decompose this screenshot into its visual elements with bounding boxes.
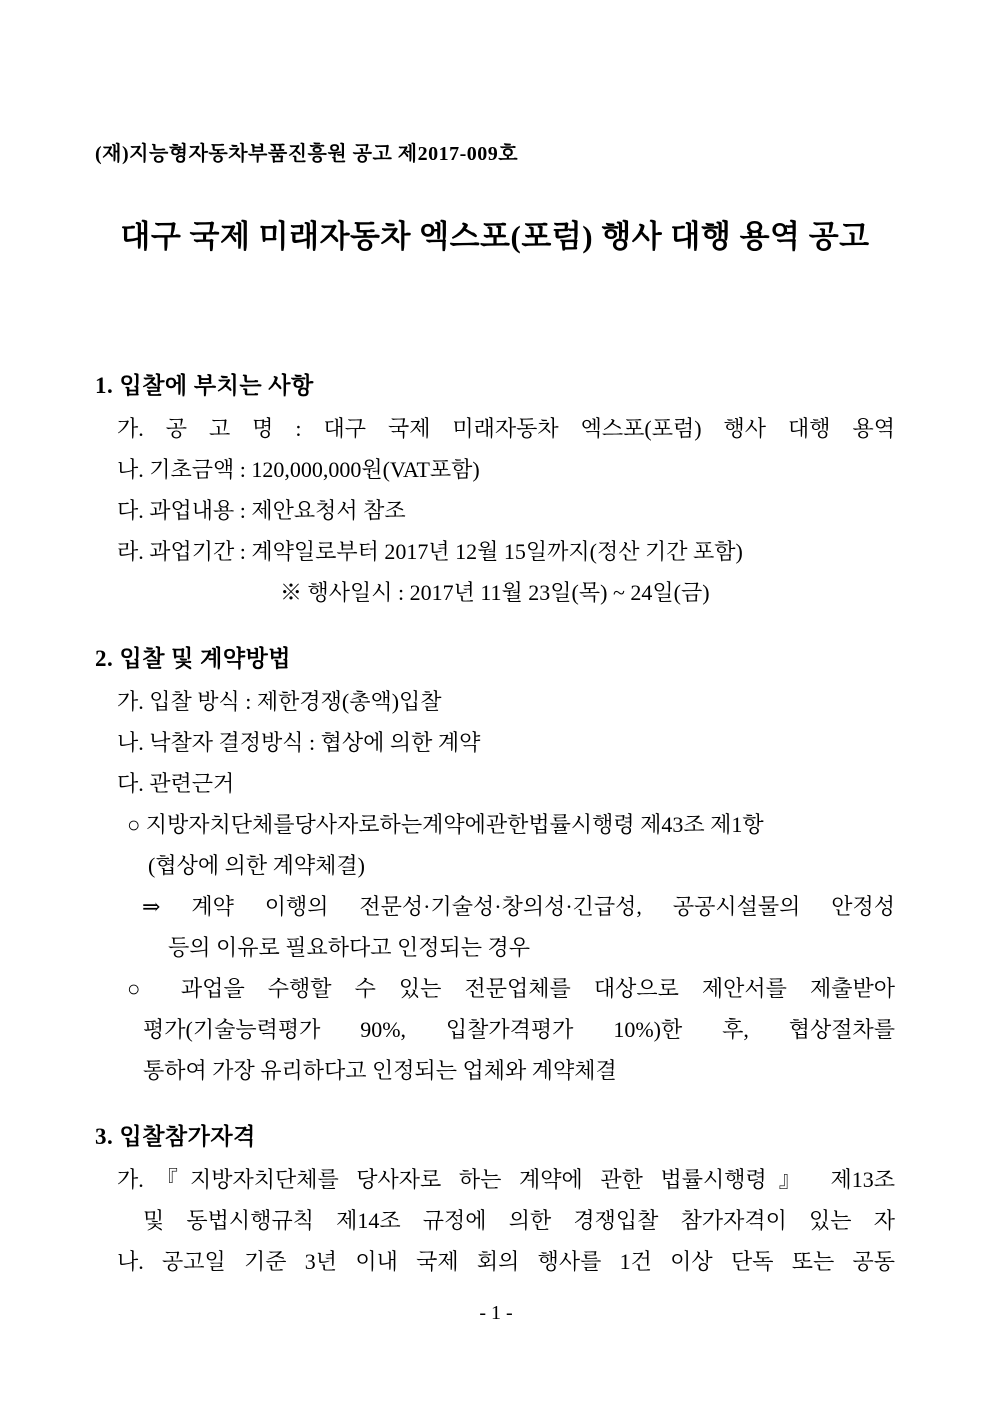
item-event-date: ※ 행사일시 : 2017년 11월 23일(목) ~ 24일(금) <box>280 580 710 605</box>
item-proposal-eval: ○ 과업을 수행할 수 있는 전문업체를 대상으로 제안서를 제출받아 <box>127 976 895 1001</box>
document-title: 대구 국제 미래자동차 엑스포(포럼) 행사 대행 용역 공고 <box>120 219 870 254</box>
section-heading: 1. 입찰에 부치는 사항 <box>95 373 314 398</box>
item-experience-requirement: 나. 공고일 기준 3년 이내 국제 회의 행사를 1건 이상 단독 또는 공동 <box>117 1249 895 1274</box>
section-heading: 2. 입찰 및 계약방법 <box>95 646 292 671</box>
item-related-basis: 다. 관련근거 <box>117 771 235 796</box>
section-bid-contract-method <box>95 636 895 1091</box>
item-bid-method: 가. 입찰 방식 : 제한경쟁(총액)입찰 <box>117 689 442 714</box>
notice-number: (재)지능형자동차부품진흥원 공고 제2017-009호 <box>95 143 519 165</box>
item-base-amount: 나. 기초금액 : 120,000,000원(VAT포함) <box>117 457 480 482</box>
item-notice-name: 가. 공 고 명 : 대구 국제 미래자동차 엑스포(포럼) 행사 대행 용역 <box>117 416 895 441</box>
section-bid-qualification <box>95 1114 895 1282</box>
item-reason-cont: 등의 이유로 필요하다고 인정되는 경우 <box>168 935 531 960</box>
page-number: - 1 - <box>479 1302 513 1324</box>
section-bid-items <box>95 363 895 613</box>
item-task-period: 라. 과업기간 : 계약일로부터 2017년 12월 15일까지(정산 기간 포함) <box>117 539 743 564</box>
item-proposal-eval-cont2: 통하여 가장 유리하다고 인정되는 업체와 계약체결 <box>143 1058 617 1083</box>
item-reason-arrow: ⇒ 계약 이행의 전문성·기술성·창의성·긴급성, 공공시설물의 안정성 <box>142 894 895 919</box>
item-legal-basis: ○ 지방자치단체를당사자로하는계약에관한법률시행령 제43조 제1항 <box>127 812 764 837</box>
item-qualification-law: 가.『지방자치단체를 당사자로 하는 계약에 관한 법률시행령』 제13조 <box>117 1167 895 1192</box>
item-legal-basis-cont: (협상에 의한 계약체결) <box>148 853 365 878</box>
section-heading: 3. 입찰참가자격 <box>95 1124 256 1149</box>
item-task-content: 다. 과업내용 : 제안요청서 참조 <box>117 498 406 523</box>
item-proposal-eval-cont: 평가(기술능력평가 90%, 입찰가격평가 10%)한 후, 협상절차를 <box>143 1017 895 1042</box>
item-award-method: 나. 낙찰자 결정방식 : 협상에 의한 계약 <box>117 730 481 755</box>
item-qualification-law-cont: 및 동법시행규칙 제14조 규정에 의한 경쟁입찰 참가자격이 있는 자 <box>143 1208 895 1233</box>
